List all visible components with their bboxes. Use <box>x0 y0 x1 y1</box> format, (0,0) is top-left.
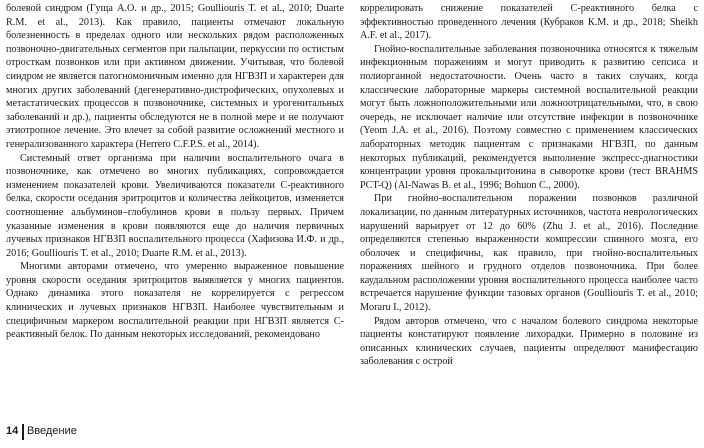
page-footer <box>0 424 704 448</box>
left-paragraph-1: болевой синдром (Гуща А.О. и др., 2015; Goulliouris T. et al., 2010; Duarte R.M. et al., 2013). Как правило, пациенты отмечают локальную болезненность в пределах одного или нескольких рядом расположенных позвоночно-двигательных сегментов при пальпации, перкуссии по остистым отросткам позвонков или при активном движении. Учитывая, что болевой синдром не является патогномоничным именно для НГВЗП и характерен для многих других заболеваний (дегенеративно-дистрофических, опухолевых и метастатических процессов в позвоночнике, системных и урогенитальных заболеваний и др.), пациенты обследуются не в полной мере и не получают этиотропное лечение. Это влечет за собой развитие осложнений местного и генерализованного характера (Herrero C.F.P.S. et al., 2014). <box>6 3 344 150</box>
right-text-column <box>360 2 698 369</box>
right-paragraph-1: коррелировать снижение показателей С-реактивного белка с эффективностью проведенного лечения (Кубраков К.М. и др., 2018; Sheikh A.F. et al., 2017). <box>360 3 698 42</box>
right-paragraph-2: Гнойно-воспалительные заболевания позвоночника относятся к тяжелым инфекционным поражениям и могут приводить к развитию сепсиса и полиорганной недостаточности. Очень часто в таких случаях, когда классические лабораторные маркеры системной воспалительной реакции могут быть ложноположительными или ложноотрицательными, что, в свою очередь, не исключает наличие или отсутствие инфекции в позвоночнике (Yeom J.A. et al., 2016). Поэтому совместно с применением классических лабораторных методик пациентам с признаками НГВЗП, по данным некоторых публикаций, рекомендуется выполнение экспресс-диагностики концентрации уровня прокальцитонина в сыворотке крови (тест BRAHMS PCT-Q) (Al-Nawas B. et al., 1996; Bohuon C., 2000). <box>360 43 698 191</box>
section-label: Введение <box>27 425 77 437</box>
page-number: 14 <box>6 425 19 437</box>
right-paragraph-3: При гнойно-воспалительном поражении позвонков различной локализации, по данным литературных источников, частота неврологических нарушений варьирует от 12 до 60% (Zhu J. et al., 2016). Последние определяются степенью выраженности компрессии спинного мозга, его оболочек и специфичны, как правило, при гнойно-воспалительных поражениях шейного и грудного отделов позвоночника. При более каудальном расположении уровня воспалительного процесса наиболее часто встречается нарушение функции тазовых органов (Goulliouris T. et al., 2010; Moraru I., 2012). <box>360 193 698 314</box>
footer-divider <box>22 424 24 440</box>
left-paragraph-3: Многими авторами отмечено, что умеренно выраженное повышение уровня скорости оседания эритроцитов выявляется у многих пациентов. Однако динамика этого показателя не коррелируется с регрессом клинических и лучевых признаков НГВЗП. Наиболее чувствительным и специфичным маркером воспалительной реакции при НГВЗП является С-реактивный белок. По данным некоторых исследований, рекомендовано <box>6 261 344 341</box>
left-paragraph-2: Системный ответ организма при наличии воспалительного очага в позвоночнике, как отмечено во многих публикациях, сопровождается изменением показателей крови. Увеличиваются показатели С-реактивного белка, скорости оседания эритроцитов и количества лейкоцитов, изменяется соотношение альбуминов–глобулинов крови в пользу первых. Причем указанные изменения в крови появляются еще до наличия первичных лучевых признаков НГВЗП воспалительного процесса (Хафизова И.Ф. и др., 2016; Goulliouris T. et al., 2010; Duarte R.M. et al., 2013). <box>6 152 344 259</box>
left-text-column <box>6 2 344 342</box>
right-paragraph-4: Рядом авторов отмечено, что с началом болевого синдрома некоторые пациенты констатируют появление лихорадки. Примерно в половине из описанных клинических случаев, пациенты определяют манифестацию заболевания с острой <box>360 315 698 368</box>
